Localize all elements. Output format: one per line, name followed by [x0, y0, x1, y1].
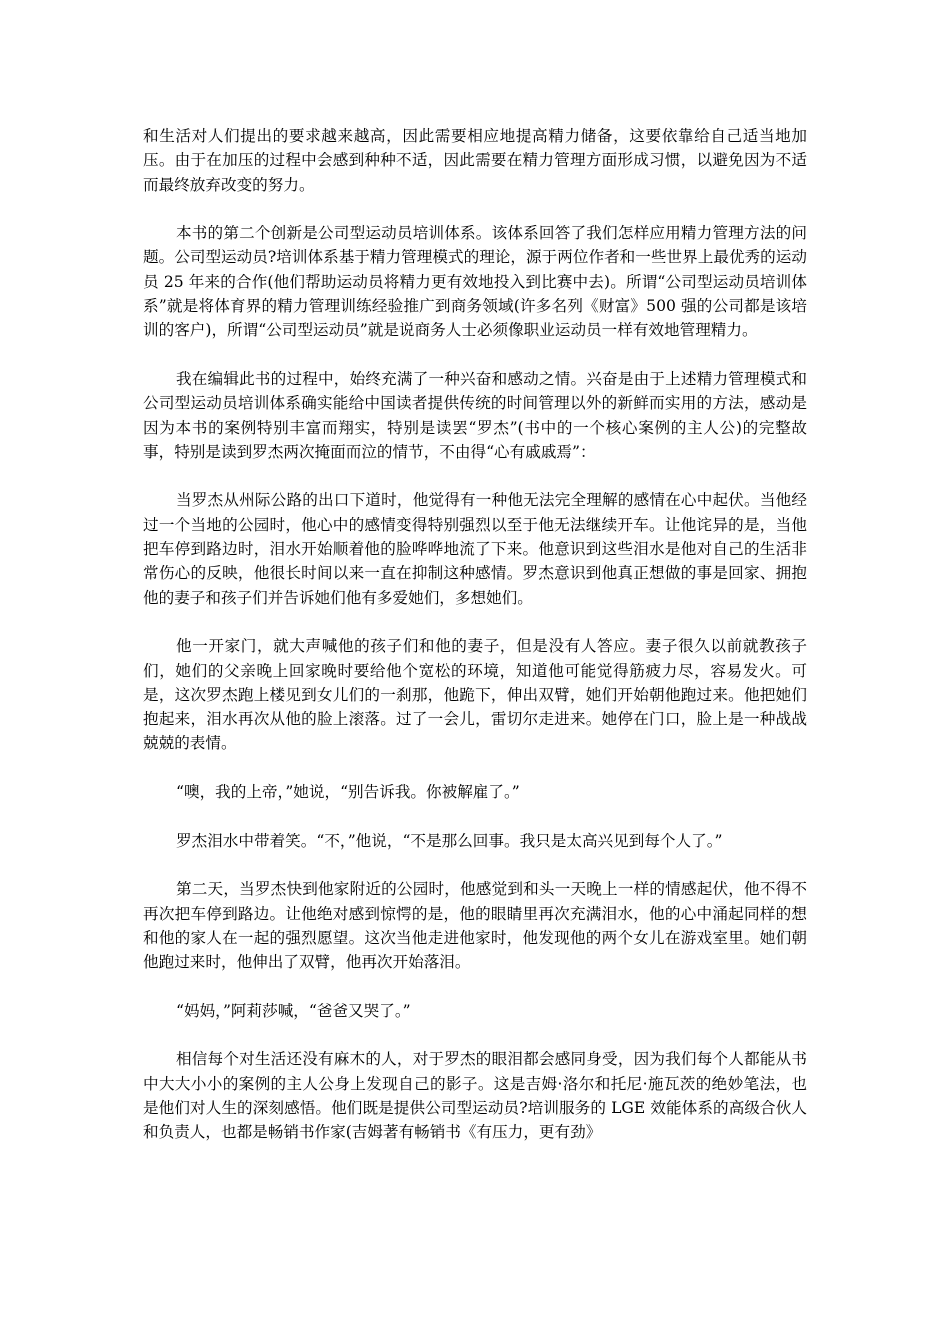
paragraph-4: 当罗杰从州际公路的出口下道时，他觉得有一种他无法完全理解的感情在心中起伏。当他经过一个当地的公园时，他心中的感情变得特别强烈以至于他无法继续开车。让他诧异的是，当他把车停到路边时，泪水开始顺着他的脸哗哗地流了下来。他意识到这些泪水是他对自己的生活非常伤心的反映，他很长时间以来一直在抑制这种感情。罗杰意识到他真正想做的事是回家、拥抱他的妻子和孩子们并告诉她们他有多爱她们，多想她们。 — [143, 491, 807, 607]
document-body — [143, 124, 807, 1169]
paragraph-6: “噢，我的上帝，”她说，“别告诉我。你被解雇了。” — [176, 783, 520, 802]
paragraph-7: 罗杰泪水中带着笑。“不，”他说，“不是那么回事。我只是太高兴见到每个人了。” — [176, 831, 723, 850]
paragraph-3: 我在编辑此书的过程中，始终充满了一种兴奋和感动之情。兴奋是由于上述精力管理模式和公司型运动员培训体系确实能给中国读者提供传统的时间管理以外的新鲜而实用的方法，感动是因为本书的案例特别丰富而翔实，特别是读罢“罗杰”(书中的一个核心案例的主人公)的完整故事，特别是读到罗杰两次掩面而泣的情节，不由得“心有戚戚焉”： — [143, 369, 807, 461]
paragraph-5: 他一开家门，就大声喊他的孩子们和他的妻子，但是没有人答应。妻子很久以前就教孩子们，她们的父亲晚上回家晚时要给他个宽松的环境，知道他可能觉得筋疲力尽，容易发火。可是，这次罗杰跑上楼见到女儿们的一刹那，他跪下，伸出双臂，她们开始朝他跑过来。他把她们抱起来，泪水再次从他的脸上滚落。过了一会儿，雷切尔走进来。她停在门口，脸上是一种战战兢兢的表情。 — [143, 637, 807, 753]
paragraph-8: 第二天，当罗杰快到他家附近的公园时，他感觉到和头一天晚上一样的情感起伏，他不得不再次把车停到路边。让他绝对感到惊愕的是，他的眼睛里再次充满泪水，他的心中涌起同样的想和他的家人在一起的强烈愿望。这次当他走进他家时，他发现他的两个女儿在游戏室里。她们朝他跑过来时，他伸出了双臂，他再次开始落泪。 — [143, 880, 807, 972]
paragraph-2: 本书的第二个创新是公司型运动员培训体系。该体系回答了我们怎样应用精力管理方法的问题。公司型运动员?培训体系基于精力管理模式的理论，源于两位作者和一些世界上最优秀的运动员 25 年来的合作(他们帮助运动员将精力更有效地投入到比赛中去)。所谓“公司型运动员培训体系”就是将体育界的精力管理训练经验推广到商务领域(许多名列《财富》500 强的公司都是该培训的客户)，所谓“公司型运动员”就是说商务人士必须像职业运动员一样有效地管理精力。 — [143, 224, 807, 340]
paragraph-1: 和生活对人们提出的要求越来越高，因此需要相应地提高精力储备，这要依靠给自己适当地加压。由于在加压的过程中会感到种种不适，因此需要在精力管理方面形成习惯，以避免因为不适而最终放弃改变的努力。 — [143, 127, 807, 194]
paragraph-10: 相信每个对生活还没有麻木的人，对于罗杰的眼泪都会感同身受，因为我们每个人都能从书中大大小小的案例的主人公身上发现自己的影子。这是吉姆·洛尔和托尼·施瓦茨的绝妙笔法，也是他们对人生的深刻感悟。他们既是提供公司型运动员?培训服务的 LGE 效能体系的高级合伙人和负责人，也都是畅销书作家(吉姆著有畅销书《有压力，更有劲》 — [143, 1050, 807, 1142]
paragraph-9: “妈妈，”阿莉莎喊，“爸爸又哭了。” — [176, 1001, 411, 1020]
